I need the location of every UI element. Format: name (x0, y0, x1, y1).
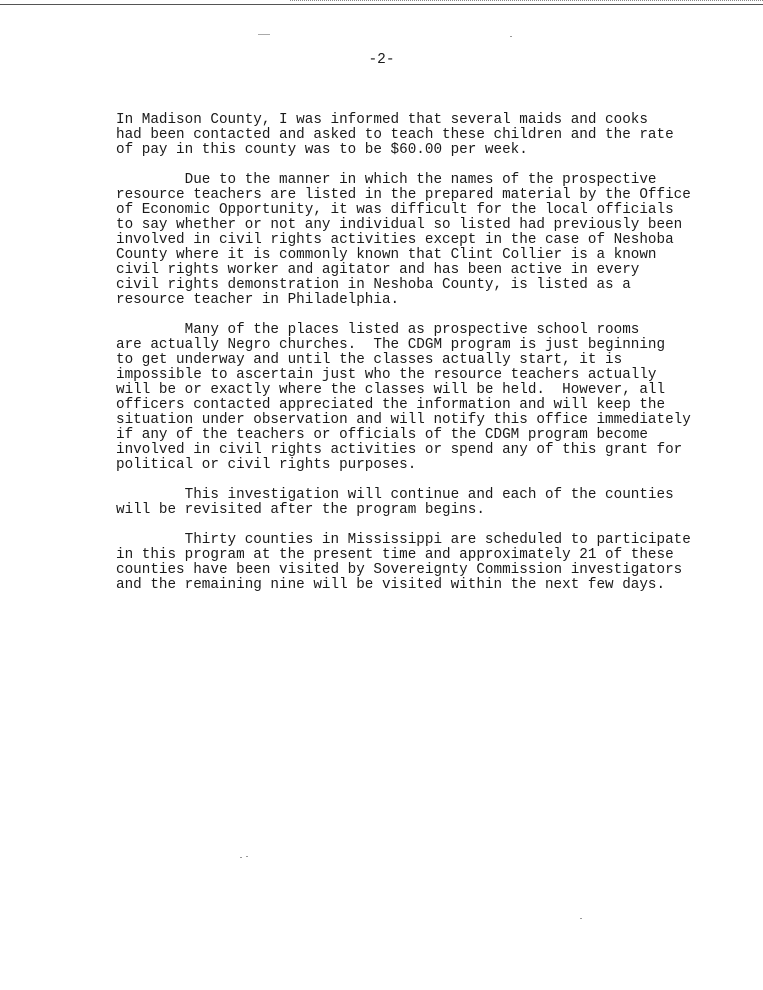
text-line: in this program at the present time and approximately 21 of these (116, 547, 674, 563)
text-line: civil rights worker and agitator and has been active in every (116, 262, 640, 278)
text-line: of Economic Opportunity, it was difficult for the local officials (116, 202, 674, 218)
text-line: of pay in this county was to be $60.00 per week. (116, 142, 528, 158)
text-line: County where it is commonly known that Clint Collier is a known (116, 247, 657, 263)
text-line: Due to the manner in which the names of the prospective (116, 172, 657, 188)
text-line: counties have been visited by Sovereignty Commission investigators (116, 562, 683, 578)
stray-mark (258, 34, 270, 35)
text-line: involved in civil rights activities except in the case of Neshoba (116, 232, 674, 248)
text-line: will be or exactly where the classes will be held. However, all (116, 382, 666, 398)
text-line: Thirty counties in Mississippi are scheduled to participate (116, 532, 691, 548)
text-line: impossible to ascertain just who the resource teachers actually (116, 367, 657, 383)
text-line: are actually Negro churches. The CDGM program is just beginning (116, 337, 666, 353)
text-line: and the remaining nine will be visited within the next few days. (116, 577, 666, 593)
text-line: civil rights demonstration in Neshoba County, is listed as a (116, 277, 631, 293)
text-line: will be revisited after the program begins. (116, 502, 485, 518)
text-line: involved in civil rights activities or spend any of this grant for (116, 442, 683, 458)
text-line: This investigation will continue and each of the counties (116, 487, 674, 503)
text-line: officers contacted appreciated the information and will keep the (116, 397, 666, 413)
text-line: resource teachers are listed in the prepared material by the Office (116, 187, 691, 203)
text-line: if any of the teachers or officials of the CDGM program become (116, 427, 648, 443)
text-line: In Madison County, I was informed that several maids and cooks (116, 112, 648, 128)
paragraph-madison-county (116, 113, 726, 158)
paper-speck (240, 857, 242, 858)
text-line: situation under observation and will notify this office immediately (116, 412, 691, 428)
paragraph-investigation-continue (116, 488, 726, 518)
top-border-line (0, 4, 763, 5)
top-border-dots (290, 0, 763, 1)
text-line: Many of the places listed as prospective school rooms (116, 322, 640, 338)
text-line: had been contacted and asked to teach these children and the rate (116, 127, 674, 143)
text-line: resource teacher in Philadelphia. (116, 292, 400, 308)
paper-speck (246, 856, 248, 857)
text-line: to get underway and until the classes actually start, it is (116, 352, 623, 368)
paper-speck (580, 918, 582, 919)
text-line: political or civil rights purposes. (116, 457, 417, 473)
paragraph-thirty-counties (116, 533, 726, 593)
page-number: -2- (368, 52, 395, 68)
document-body (116, 113, 726, 608)
paper-speck (510, 36, 512, 37)
text-line: to say whether or not any individual so listed had previously been (116, 217, 683, 233)
paragraph-resource-teachers (116, 173, 726, 308)
paragraph-school-rooms (116, 323, 726, 473)
